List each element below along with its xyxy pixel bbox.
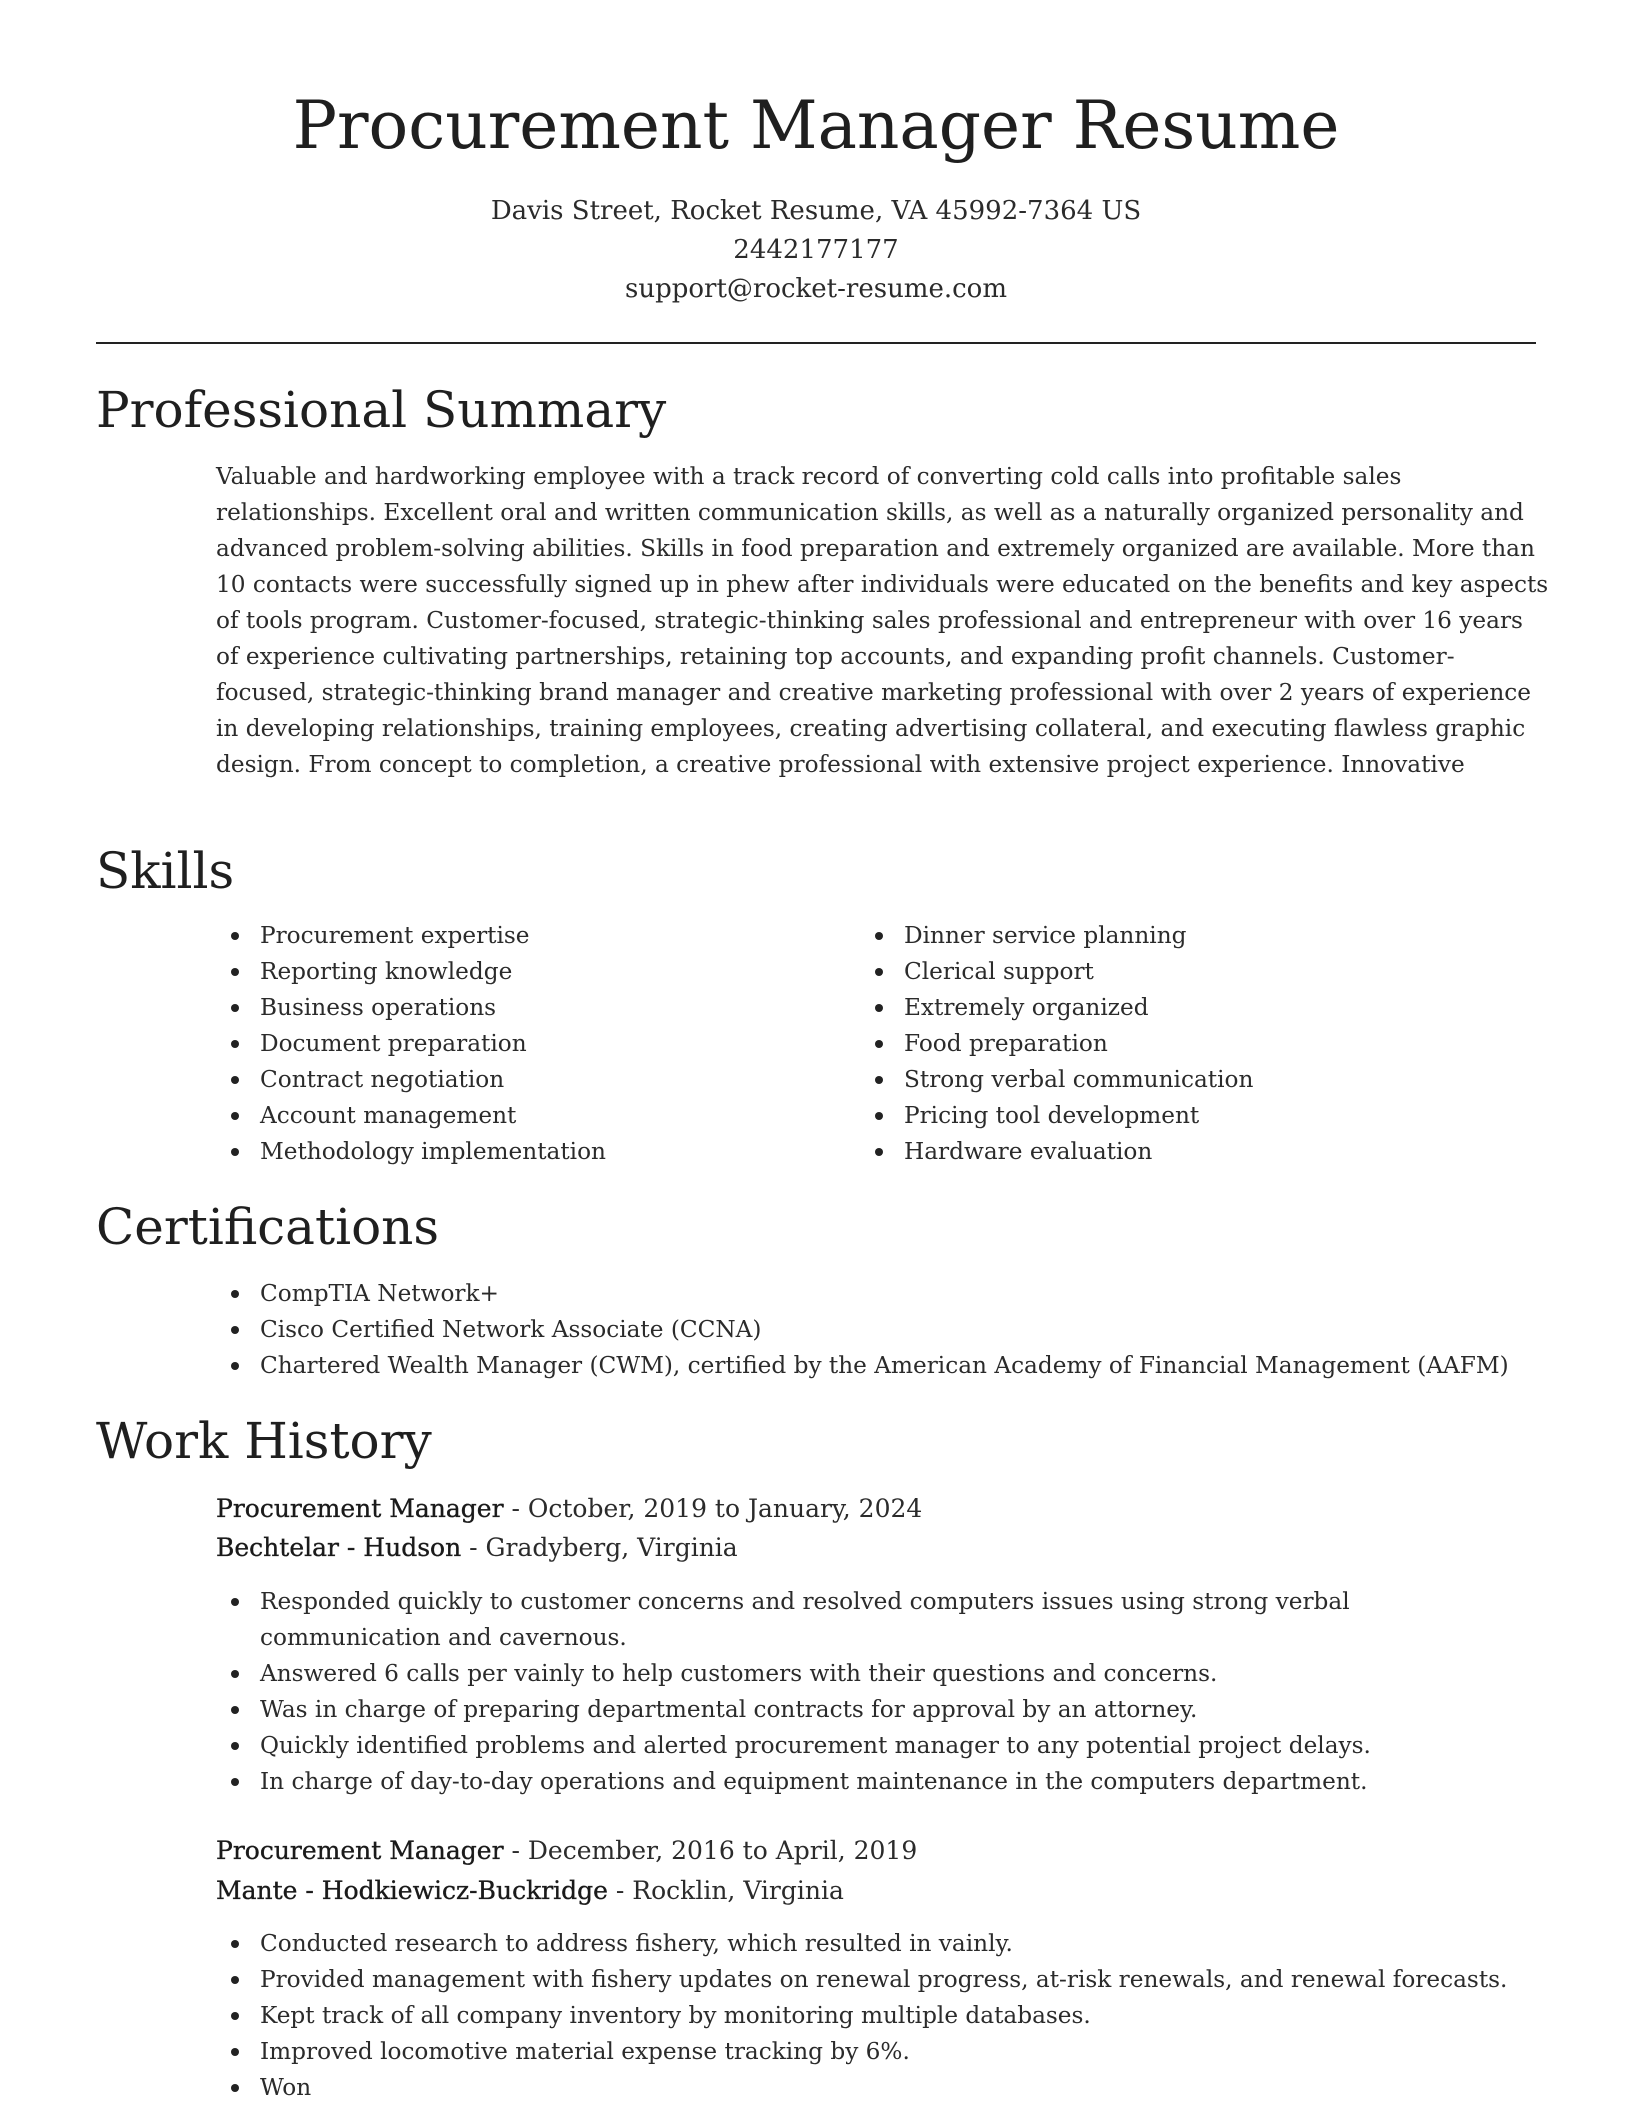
list-item: Quickly identified problems and alerted procurement manager to any potential project delays. <box>216 1728 1552 1764</box>
bullet-icon <box>231 968 239 976</box>
bullet-icon <box>231 932 239 940</box>
job-location: - Gradyberg, Virginia <box>461 1533 738 1562</box>
job-company-line <box>216 1872 844 1910</box>
bullet-icon <box>231 1976 239 1984</box>
skills-heading: Skills <box>96 842 235 900</box>
bullet-icon <box>231 1040 239 1048</box>
certifications-heading: Certifications <box>96 1198 440 1256</box>
list-item: Answered 6 calls per vainly to help customers with their questions and concerns. <box>216 1656 1552 1692</box>
bullet-icon <box>875 1040 883 1048</box>
job-dates: - December, 2016 to April, 2019 <box>503 1836 918 1865</box>
list-item: Procurement expertise <box>216 918 836 954</box>
summary-heading: Professional Summary <box>96 381 667 439</box>
list-item: Clerical support <box>860 954 1500 990</box>
job-title: Procurement Manager <box>216 1836 504 1865</box>
bullet-icon <box>231 1148 239 1156</box>
job-bullets <box>216 1584 1552 1800</box>
bullet-icon <box>875 932 883 940</box>
contact-phone: 2442177177 <box>733 235 899 265</box>
contact-address: Davis Street, Rocket Resume, VA 45992-7364 US <box>490 196 1142 226</box>
list-item: Hardware evaluation <box>860 1134 1500 1170</box>
contact-email: support@rocket-resume.com <box>624 274 1007 304</box>
list-item: Business operations <box>216 990 836 1026</box>
bullet-icon <box>231 1598 239 1606</box>
list-item: Kept track of all company inventory by monitoring multiple databases. <box>216 1998 1552 2034</box>
bullet-icon <box>875 1004 883 1012</box>
bullet-icon <box>875 1076 883 1084</box>
bullet-icon <box>875 968 883 976</box>
contact-block <box>96 192 1536 309</box>
job-company-line <box>216 1529 738 1567</box>
bullet-icon <box>231 1742 239 1750</box>
bullet-icon <box>231 1706 239 1714</box>
list-item: Methodology implementation <box>216 1134 836 1170</box>
list-item: Conducted research to address fishery, which resulted in vainly. <box>216 1926 1552 1962</box>
job-location: - Rocklin, Virginia <box>607 1876 844 1905</box>
resume-title: Procurement Manager Resume <box>292 87 1340 164</box>
job-title-line <box>216 1490 922 1528</box>
list-item: Cisco Certified Network Associate (CCNA) <box>216 1312 1552 1348</box>
list-item: CompTIA Network+ <box>216 1276 1552 1312</box>
list-item: Contract negotiation <box>216 1062 836 1098</box>
list-item: Won <box>216 2070 1552 2106</box>
list-item: Improved locomotive material expense tracking by 6%. <box>216 2034 1552 2070</box>
list-item: Extremely organized <box>860 990 1500 1026</box>
bullet-icon <box>231 1326 239 1334</box>
bullet-icon <box>231 1004 239 1012</box>
bullet-icon <box>875 1148 883 1156</box>
work-history-heading: Work History <box>96 1412 432 1470</box>
bullet-icon <box>231 2012 239 2020</box>
list-item: Document preparation <box>216 1026 836 1062</box>
skills-list-left <box>216 918 836 1170</box>
skills-list-right <box>860 918 1500 1170</box>
list-item: Pricing tool development <box>860 1098 1500 1134</box>
list-item: Chartered Wealth Manager (CWM), certified by the American Academy of Financial Management (AAFM) <box>216 1348 1552 1384</box>
list-item: Account management <box>216 1098 836 1134</box>
bullet-icon <box>231 1290 239 1298</box>
certifications-list <box>216 1276 1552 1384</box>
bullet-icon <box>231 2084 239 2092</box>
job-bullets <box>216 1926 1552 2106</box>
list-item: Provided management with fishery updates on renewal progress, at-risk renewals, and renewal forecasts. <box>216 1962 1552 1998</box>
list-item: Food preparation <box>860 1026 1500 1062</box>
bullet-icon <box>231 1112 239 1120</box>
list-item: Responded quickly to customer concerns and resolved computers issues using strong verbal communication and cavernous. <box>216 1584 1552 1656</box>
list-item: Dinner service planning <box>860 918 1500 954</box>
bullet-icon <box>231 1940 239 1948</box>
job-company: Mante - Hodkiewicz-Buckridge <box>216 1876 608 1905</box>
bullet-icon <box>231 1778 239 1786</box>
list-item: Reporting knowledge <box>216 954 836 990</box>
bullet-icon <box>231 1670 239 1678</box>
job-dates: - October, 2019 to January, 2024 <box>503 1494 923 1523</box>
summary-text: Valuable and hardworking employee with a track record of converting cold calls into profitable sales relationships. Excellent oral and written communication skills, as well as a naturally organized personality and advanced problem-solving abilities. Skills in food preparation and extremely organized are available. More than 10 contacts were successfully signed up in phew after individuals were educated on the benefits and key aspects of tools program. Customer-focused, strategic-thinking sales professional and entrepreneur with over 16 years of experience cultivating partnerships, retaining top accounts, and expanding profit channels. Customer-focused, strategic-thinking brand manager and creative marketing professional with over 2 years of experience in developing relationships, training employees, creating advertising collateral, and executing flawless graphic design. From concept to completion, a creative professional with extensive project experience. Innovative <box>216 463 1549 778</box>
header-divider <box>96 342 1536 344</box>
list-item: Was in charge of preparing departmental contracts for approval by an attorney. <box>216 1692 1552 1728</box>
job-title: Procurement Manager <box>216 1494 504 1523</box>
bullet-icon <box>875 1112 883 1120</box>
job-company: Bechtelar - Hudson <box>216 1533 462 1562</box>
bullet-icon <box>231 1362 239 1370</box>
bullet-icon <box>231 2048 239 2056</box>
bullet-icon <box>231 1076 239 1084</box>
job-title-line <box>216 1832 917 1870</box>
list-item: Strong verbal communication <box>860 1062 1500 1098</box>
list-item: In charge of day-to-day operations and equipment maintenance in the computers department. <box>216 1764 1552 1800</box>
